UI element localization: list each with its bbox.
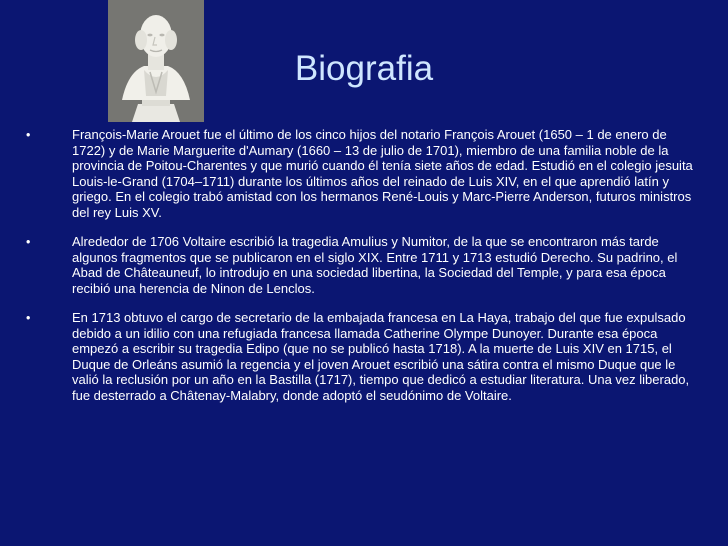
bullet-list [26,127,694,417]
bullet-item [26,234,694,296]
bullet-dot-icon: • [26,235,31,249]
slide-title: Biografia [294,49,434,88]
bullet-text: En 1713 obtuvo el cargo de secretario de la embajada francesa en La Haya, trabajo del que fue expulsado debido a un idilio con una refugiada francesa llamada Catherine Olympe Dunoyer. Durante esa época empezó a escribir su tragedia Edipo (que no se publicó hasta 1718). A la muerte de Luis XIV en 1715, el Duque de Orleáns asumió la regencia y el joven Arouet escribió una sátira contra el mismo Duque que le valió la reclusión por un año en la Bastilla (1717), tiempo que dedicó a estudiar literatura. Una vez liberado, fue desterrado a Châtenay-Malabry, donde adoptó el seudónimo de Voltaire. [72,310,690,403]
bullet-dot-icon: • [26,311,31,325]
bullet-text: Alrededor de 1706 Voltaire escribió la tragedia Amulius y Numitor, de la que se encontraron más tarde algunos fragmentos que se publicaron en el siglo XIX. Entre 1711 y 1713 estudió Derecho. Su padrino, el Abad de Châteauneuf, lo introdujo en una sociedad libertina, la Sociedad del Temple, y para esa época recibió una herencia de Ninon de Lenclos. [72,234,678,296]
bullet-item [26,310,694,403]
bullet-text: François-Marie Arouet fue el último de los cinco hijos del notario François Arouet (1650 – 1 de enero de 1722) y de Marie Marguerite d'Aumary (1660 – 13 de julio de 1701), miembro de una familia noble de la provincia de Poitou-Charentes y que murió cuando él tenía siete años de edad. Estudió en el colegio jesuita Louis-le-Grand (1704–1711) durante los últimos años del reinado de Luis XIV, en el que aprendió latín y griego. En el colegio trabó amistad con los hermanos René-Louis y Marc-Pierre Anderson, futuros ministros del rey Luis XV. [72,127,693,220]
bullet-item [26,127,694,220]
bullet-dot-icon: • [26,128,31,142]
